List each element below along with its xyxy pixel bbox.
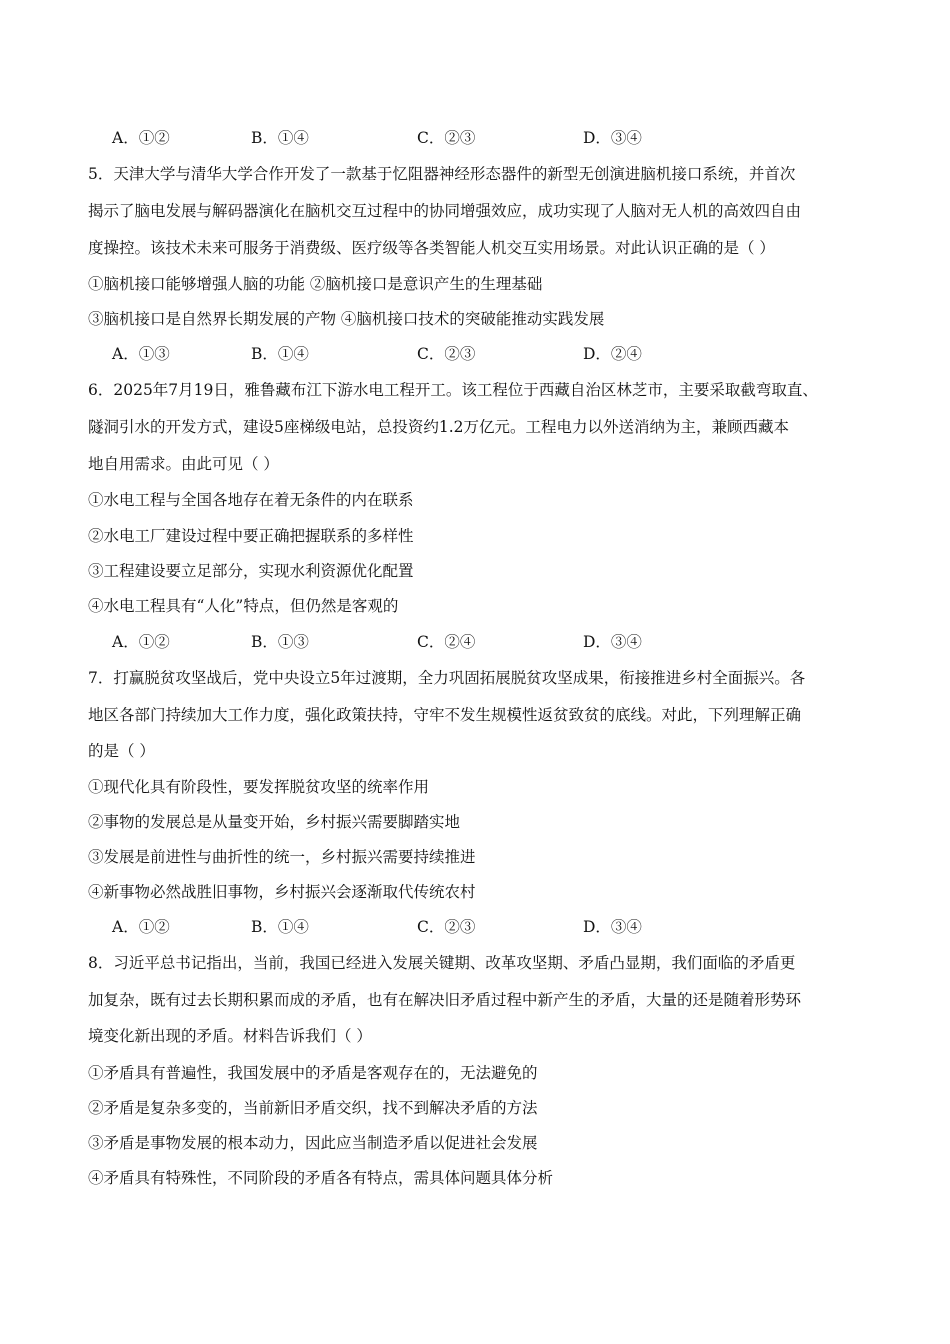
- q8-statement-2: ②矛盾是复杂多变的，当前新旧矛盾交织，找不到解决矛盾的方法: [88, 1099, 538, 1117]
- q5-statement-1-2: ①脑机接口能够增强人脑的功能 ②脑机接口是意识产生的生理基础: [88, 275, 543, 293]
- q8-stem-line-1: 8．习近平总书记指出，当前，我国已经进入发展关键期、改革攻坚期、矛盾凸显期，我们面临的矛盾更: [88, 954, 796, 972]
- q6-stem-line-1: 6．2025年7月19日，雅鲁藏布江下游水电工程开工。该工程位于西藏自治区林芝市，主要采取截弯取直、: [88, 381, 818, 399]
- q5-option-a[interactable]: A．①③: [112, 345, 170, 363]
- q7-option-d[interactable]: D．③④: [583, 918, 642, 936]
- q7-stem-line-1: 7．打赢脱贫攻坚战后，党中央设立5年过渡期，全力巩固拓展脱贫攻坚成果，衔接推进乡村全面振兴。各: [88, 669, 806, 687]
- q6-stem-line-2: 隧洞引水的开发方式，建设5座梯级电站，总投资约1.2万亿元。工程电力以外送消纳为主，兼顾西藏本: [88, 418, 790, 436]
- q7-statement-4: ④新事物必然战胜旧事物，乡村振兴会逐渐取代传统农村: [88, 883, 476, 901]
- q5-option-b[interactable]: B．①④: [251, 345, 309, 363]
- q6-option-a[interactable]: A．①②: [112, 633, 170, 651]
- q8-statement-4: ④矛盾具有特殊性，不同阶段的矛盾各有特点，需具体问题具体分析: [88, 1169, 554, 1187]
- q8-stem-line-3: 境变化新出现的矛盾。材料告诉我们（ ）: [88, 1027, 372, 1045]
- q6-statement-2: ②水电工厂建设过程中要正确把握联系的多样性: [88, 527, 414, 545]
- q6-statement-4: ④水电工程具有“人化”特点，但仍然是客观的: [88, 597, 399, 615]
- q7-option-b[interactable]: B．①④: [251, 918, 309, 936]
- q6-statement-3: ③工程建设要立足部分，实现水利资源优化配置: [88, 562, 414, 580]
- q6-statement-1: ①水电工程与全国各地存在着无条件的内在联系: [88, 491, 414, 509]
- q5-option-c[interactable]: C．②③: [417, 345, 476, 363]
- q4-option-c[interactable]: C．②③: [417, 129, 476, 147]
- q5-option-d[interactable]: D．②④: [583, 345, 642, 363]
- q7-stem-line-2: 地区各部门持续加大工作力度，强化政策扶持，守牢不发生规模性返贫致贫的底线。对此，下列理解正确: [88, 706, 802, 724]
- q6-option-d[interactable]: D．③④: [583, 633, 642, 651]
- q5-statement-3-4: ③脑机接口是自然界长期发展的产物 ④脑机接口技术的突破能推动实践发展: [88, 310, 605, 328]
- q7-option-a[interactable]: A．①②: [112, 918, 170, 936]
- q6-stem-line-3: 地自用需求。由此可见（ ）: [88, 455, 279, 473]
- q5-stem-line-2: 揭示了脑电发展与解码器演化在脑机交互过程中的协同增强效应，成功实现了人脑对无人机的高效四自由: [88, 202, 802, 220]
- q4-option-d[interactable]: D．③④: [583, 129, 642, 147]
- q7-option-c[interactable]: C．②③: [417, 918, 476, 936]
- q6-option-b[interactable]: B．①③: [251, 633, 309, 651]
- q8-statement-3: ③矛盾是事物发展的根本动力，因此应当制造矛盾以促进社会发展: [88, 1134, 538, 1152]
- q4-option-b[interactable]: B．①④: [251, 129, 309, 147]
- q7-statement-1: ①现代化具有阶段性，要发挥脱贫攻坚的统率作用: [88, 778, 430, 796]
- q8-stem-line-2: 加复杂，既有过去长期积累而成的矛盾，也有在解决旧矛盾过程中新产生的矛盾，大量的还是随着形势环: [88, 991, 802, 1009]
- q8-statement-1: ①矛盾具有普遍性，我国发展中的矛盾是客观存在的，无法避免的: [88, 1064, 538, 1082]
- q7-statement-3: ③发展是前进性与曲折性的统一，乡村振兴需要持续推进: [88, 848, 476, 866]
- q4-option-a[interactable]: A．①②: [112, 129, 170, 147]
- q6-option-c[interactable]: C．②④: [417, 633, 476, 651]
- q5-stem-line-3: 度操控。该技术未来可服务于消费级、医疗级等各类智能人机交互实用场景。对此认识正确的是（ ）: [88, 239, 775, 257]
- q7-statement-2: ②事物的发展总是从量变开始，乡村振兴需要脚踏实地: [88, 813, 461, 831]
- q7-stem-line-3: 的是（ ）: [88, 742, 155, 760]
- q5-stem-line-1: 5．天津大学与清华大学合作开发了一款基于忆阻器神经形态器件的新型无创演进脑机接口系统，并首次: [88, 165, 796, 183]
